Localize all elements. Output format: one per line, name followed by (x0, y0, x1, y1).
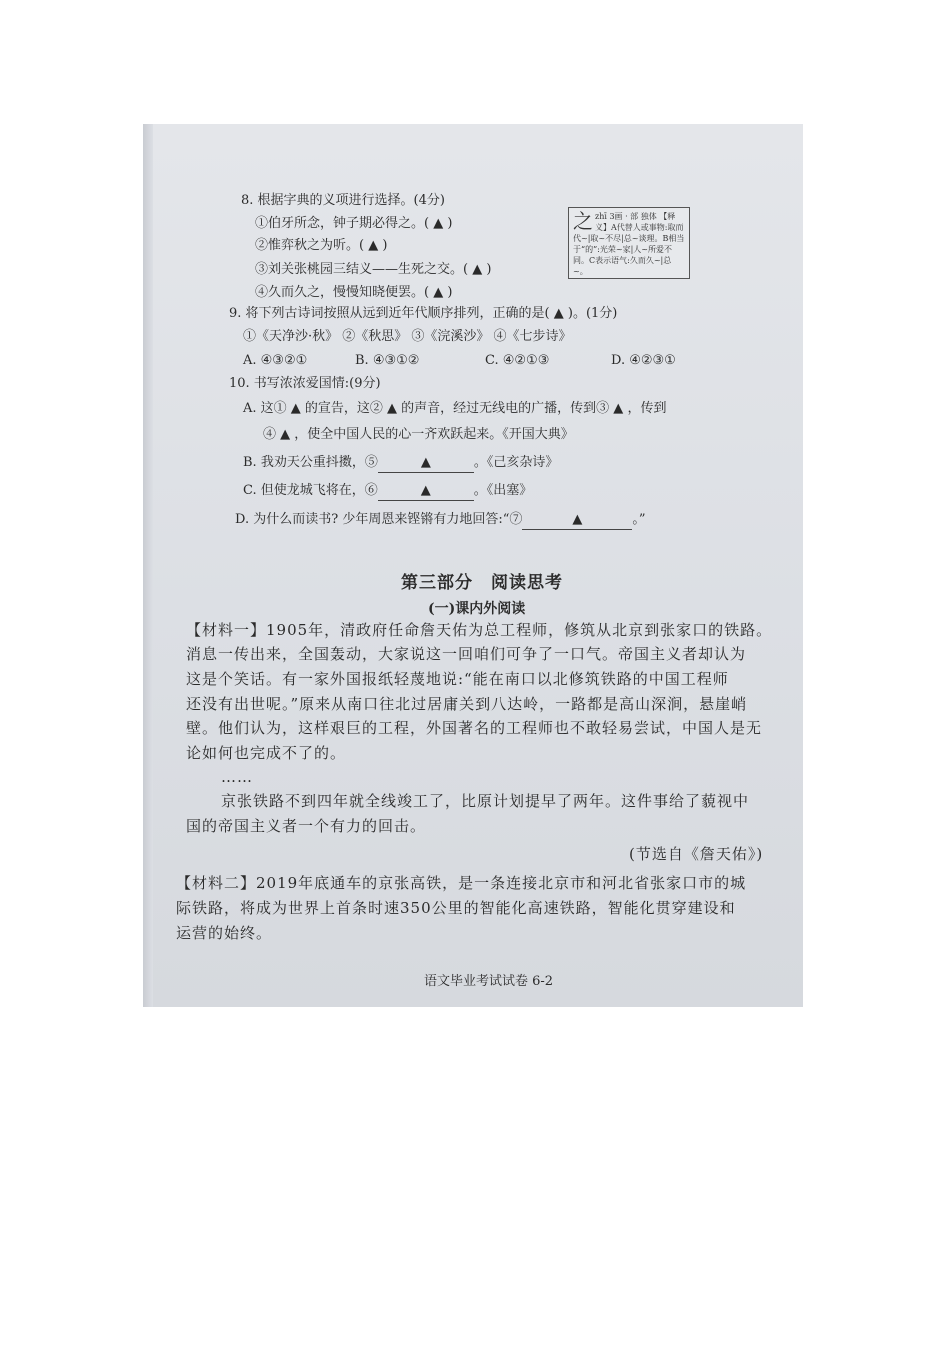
material2-line-1: 【材料二】2019年底通车的京张高铁，是一条连接北京市和河北省张家口市的城 (176, 874, 747, 892)
part3-subtitle: (一)课内外阅读 (428, 601, 526, 617)
page-shadow-edge (143, 124, 153, 1007)
material1-line-6: 论如何也完成不了的。 (186, 744, 347, 762)
q10-b-text: B. 我劝天公重抖擞，⑤ (243, 455, 378, 470)
q9-option-d: D. ④②③① (611, 353, 676, 368)
q10-c (243, 482, 532, 501)
material1-line-2: 消息一传出来，全国轰动，大家说这一回咱们可争了一口气。帝国主义者却认为 (186, 645, 747, 663)
q10-d (235, 511, 646, 530)
material1-line-4: 还没有出世呢。”原来从南口往北过居庸关到八达岭，一路都是高山深涧，悬崖峭 (186, 695, 748, 713)
material1-end-2: 国的帝国主义者一个有力的回击。 (186, 817, 427, 835)
q10-a-line1: A. 这① ▲ 的宣告，这② ▲ 的声音，经过无线电的广播，传到③ ▲ ，传到 (243, 401, 667, 416)
q10-d-end: 。” (632, 512, 646, 527)
part3-title: 第三部分 阅读思考 (401, 573, 563, 593)
q10-b-blank: ▲ (378, 454, 474, 473)
dict-definition: zhī 3画 · 部 独体 【释义】A代替人或事物:取而代~|取~不尽|总~谈理。B相当于“的”:光荣~家|人~所爱不同。C表示语气:久而久~|总~。 (573, 212, 685, 276)
q10-stem: 10. 书写浓浓爱国情:(9分) (229, 376, 381, 391)
q9-option-b: B. ④③①② (355, 353, 420, 368)
material2-line-3: 运营的始终。 (176, 924, 273, 942)
q10-c-text: C. 但使龙城飞将在，⑥ (243, 483, 378, 498)
q9-option-a: A. ④③②① (243, 353, 308, 368)
q10-b (243, 454, 558, 473)
q10-c-source: 。《出塞》 (473, 483, 533, 498)
q10-d-text: D. 为什么而读书? 少年周恩来铿锵有力地回答:“⑦ (235, 512, 523, 527)
dictionary-entry-box (568, 207, 690, 279)
dict-char: 之 (573, 209, 593, 233)
q8-item-2: ②惟弈秋之为听。( ▲ ) (255, 238, 388, 253)
q9-poems: ①《天净沙·秋》 ②《秋思》 ③《浣溪沙》 ④《七步诗》 (243, 329, 572, 344)
q9-option-c: C. ④②①③ (485, 353, 550, 368)
q8-item-1: ①伯牙所念，钟子期必得之。( ▲ ) (255, 216, 453, 231)
q8-item-4: ④久而久之，慢慢知晓便罢。( ▲ ) (255, 285, 453, 300)
q10-c-blank: ▲ (378, 482, 474, 501)
q10-b-source: 。《己亥杂诗》 (473, 455, 559, 470)
material1-source: (节选自《詹天佑》) (629, 845, 764, 863)
exam-page-photo (143, 124, 803, 1007)
material1-line-5: 壁。他们认为，这样艰巨的工程，外国著名的工程师也不敢轻易尝试，中国人是无 (186, 719, 763, 737)
q8-stem: 8. 根据字典的义项进行选择。(4分) (241, 193, 445, 208)
ellipsis: …… (221, 768, 253, 786)
material1-line-3: 这是个笑话。有一家外国报纸轻蔑地说:“能在南口以北修筑铁路的中国工程师 (186, 670, 729, 688)
q10-d-blank: ▲ (522, 511, 632, 530)
material2-line-2: 际铁路，将成为世界上首条时速350公里的智能化高速铁路，智能化贯穿建设和 (176, 899, 736, 917)
q9-stem: 9. 将下列古诗词按照从远到近年代顺序排列，正确的是( ▲ )。(1分) (229, 306, 618, 321)
page-footer: 语文毕业考试试卷 6-2 (424, 974, 554, 989)
material1-end-1: 京张铁路不到四年就全线竣工了，比原计划提早了两年。这件事给了藐视中 (221, 792, 750, 810)
material1-line-1: 【材料一】1905年，清政府任命詹天佑为总工程师，修筑从北京到张家口的铁路。 (186, 621, 773, 639)
q10-a-line2: ④ ▲ ，使全中国人民的心一齐欢跃起来。《开国大典》 (263, 427, 574, 442)
q8-item-3: ③刘关张桃园三结义——生死之交。( ▲ ) (255, 262, 492, 277)
